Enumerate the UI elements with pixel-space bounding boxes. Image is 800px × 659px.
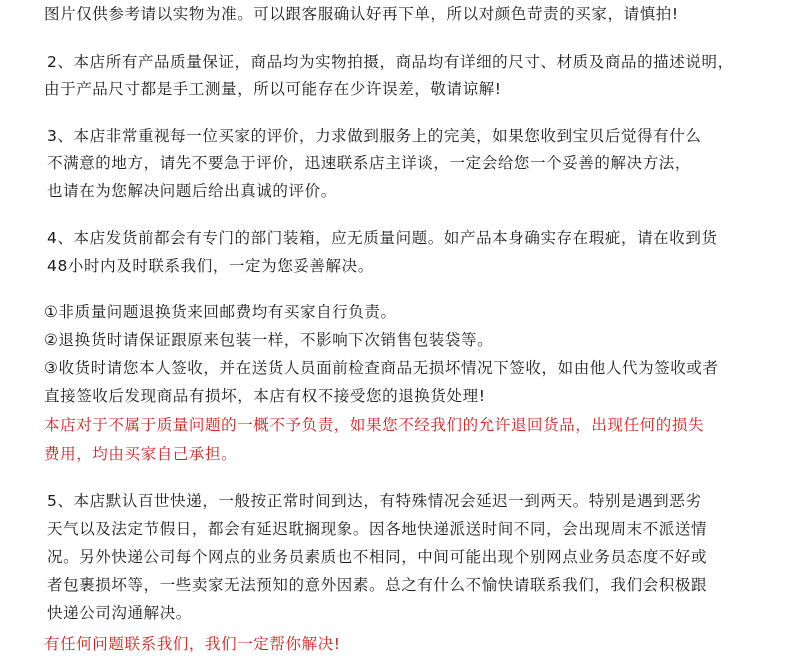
notice-line: 由于产品尺寸都是手工测量，所以可能存在少许误差，敬请谅解! — [44, 80, 502, 98]
notice-line: 2、本店所有产品质量保证，商品均为实物拍摄，商品均有详细的尺寸、材质及商品的描述说明， — [47, 53, 734, 71]
notice-line: 直接签收后发现商品有损坏，本店有权不接受您的退换货处理! — [44, 387, 486, 405]
notice-line: 天气以及法定节假日，都会有延迟耽搁现象。因各地快递派送时间不同，会出现周末不派送情 — [47, 520, 708, 538]
notice-line: 4、本店发货前都会有专门的部门装箱，应无质量问题。如产品本身确实存在瑕疵，请在收到货 — [47, 229, 718, 247]
notice-line: 不满意的地方，请先不要急于评价，迅速联系店主详谈，一定会给您一个妥善的解决方法， — [47, 154, 692, 172]
warning-line: 有任何问题联系我们，我们一定帮你解决! — [44, 635, 341, 653]
notice-line: ①非质量问题退换货来回邮费均有买家自行负责。 — [44, 303, 397, 321]
notice-line: ③收货时请您本人签收，并在送货人员面前检查商品无损坏情况下签收，如由他人代为签收或者 — [44, 359, 719, 377]
notice-line: 48小时内及时联系我们，一定为您妥善解决。 — [47, 257, 374, 275]
notice-line: 图片仅供参考请以实物为准。可以跟客服确认好再下单，所以对颜色苛责的买家，请慎拍! — [44, 5, 679, 23]
notice-line: 快递公司沟通解决。 — [47, 604, 192, 622]
warning-line: 本店对于不属于质量问题的一概不予负责，如果您不经我们的允许退回货品，出现任何的损失 — [44, 416, 705, 434]
warning-line: 费用，均由买家自己承担。 — [44, 445, 238, 463]
notice-line: 3、本店非常重视每一位买家的评价，力求做到服务上的完美，如果您收到宝贝后觉得有什么 — [47, 127, 702, 145]
notice-line: 也请在为您解决问题后给出真诚的评价。 — [47, 182, 337, 200]
notice-line: ②退换货时请保证跟原来包装一样，不影响下次销售包装袋等。 — [44, 331, 494, 349]
notice-line: 5、本店默认百世快递，一般按正常时间到达，有特殊情况会延迟一到两天。特别是遇到恶劣 — [47, 492, 702, 510]
notice-line: 者包裹损坏等，一些卖家无法预知的意外因素。总之有什么不愉快请联系我们，我们会积极跟 — [47, 576, 708, 594]
notice-line: 况。另外快递公司每个网点的业务员素质也不相同，中间可能出现个别网点业务员态度不好或 — [47, 548, 708, 566]
